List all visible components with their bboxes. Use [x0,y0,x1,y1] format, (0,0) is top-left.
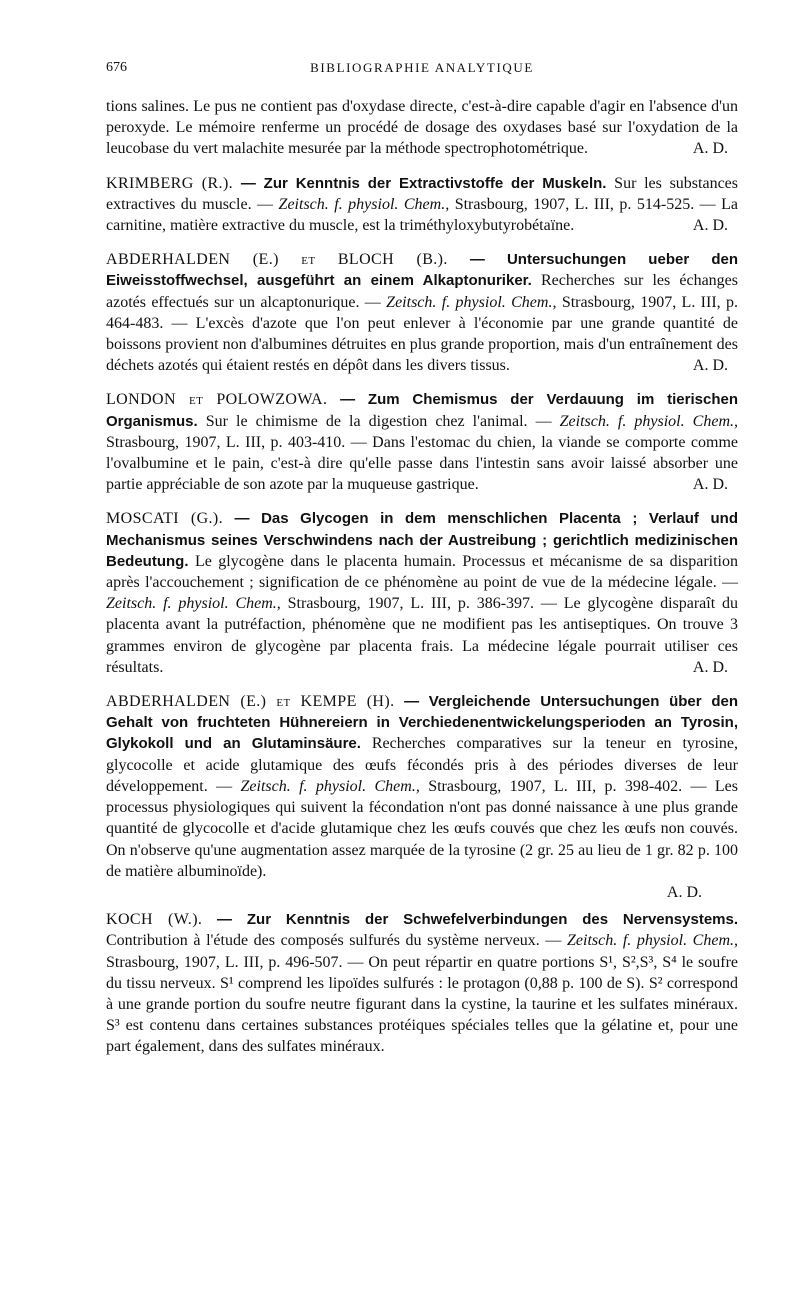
entry-journal: Zeitsch. f. physiol. Chem., [240,777,420,795]
entry-author: MOSCATI (G.). [106,510,224,528]
entry-abstract-continued: Strasbourg, 1907, L. III, p. 496-507. — On peut répartir en quatre portions S¹, S²,S³, S⁴ le soufre du tissu nerveux. S¹ comprend les lipoïdes sulfurés : le protagon (0,88 p. 100 de S). S² correspond à une grande portion du soufre neutre figurant dans la cystine, la taurine et les sulfates minéraux. S³ est contenu dans certaines substances protéiques spéciales telles que la gélatine et, pour une part également, dans des sulfates minéraux. [106,953,738,1056]
entry-journal: Zeitsch. f. physiol. Chem., [278,195,450,213]
entry-title: — Zur Kenntnis der Extractivstoffe der Muskeln. [240,174,607,192]
entry-abderhalden-bloch [106,249,738,376]
entry-abstract: Recherches sur les échanges azotés effectués sur un alcaptonurique. — [106,272,739,311]
entry-author: KOCH (W.). [106,911,203,929]
entry-title: — Untersuchungen ueber den Eiweisstoffwechsel, ausgeführt an einem Alkaptonuriker. [106,251,738,290]
entry-author: LONDON et POLOWZOWA. [106,391,328,409]
entry-abstract: Le glycogène dans le placenta humain. Processus et mécanisme de sa disparition après l'accouchement ; signification de ce phénomène au point de vue de la médecine légale. — [106,552,739,592]
entry-london-polowzowa [106,389,738,495]
entry-abstract: Sur les substances extractives du muscle. — [106,174,739,213]
page-body [106,96,738,1058]
entry-author: ABDERHALDEN (E.) et KEMPE (H). [106,693,395,711]
entry-signature: A. D. [666,883,702,901]
entry-journal: Zeitsch. f. physiol. Chem., [559,412,738,430]
page-header [106,60,738,80]
entry-abstract-continued: Strasbourg, 1907, L. III, p. 514-525. — La carnitine, matière extractive du muscle, est la triméthyloxybutyrobétaïne. [106,195,739,235]
entry-journal: Zeitsch. f. physiol. Chem., [106,595,281,613]
entry-krimberg [106,173,738,237]
entry-abstract: Contribution à l'étude des composés sulfurés du système nerveux. — [106,932,562,950]
entry-abstract-continued: Strasbourg, 1907, L. III, p. 403-410. — Dans l'estomac du chien, la viande se comporte comme l'ovalbumine et le pain, c'est-à dire qu'elle passe dans l'intestin sans avoir laissé absorber une partie appréciable de son azote par la muqueuse gastrique. [106,433,738,494]
entry-abstract: Recherches comparatives sur la teneur en tyrosine, glycocolle et acide glutamique des œufs fécondés pris à des périodes diverses de leur développement. — [106,735,738,795]
entry-koch [106,909,738,1057]
page-number: 676 [106,60,127,75]
entry-title: — Das Glycogen in dem menschlichen Placenta ; Verlauf und Mechanismus seines Verschwindens nach der Austreibung ; gerichtlich medizinischen Bedeutung. [106,510,738,570]
entry-signature: A. D. [692,476,728,494]
entry-title: — Zum Chemismus der Verdauung im tierischen Organismus. [106,391,738,430]
entry-signature: A. D. [692,357,728,375]
entry-abderhalden-kempe [106,691,738,882]
entry-signature: A. D. [692,140,728,158]
entry-journal: Zeitsch. f. physiol. Chem., [567,932,738,950]
entry-abstract-continued: Strasbourg, 1907, L. III, p. 398-402. — Les processus physiologiques qui suivent la fécondation n'ont pas donné naissance à une plus grande quantité de glycocolle et d'acide glutamique chez les œufs couvés que chez les œufs non couvés. On n'observe qu'une augmentation assez marquée de la tyrosine (2 gr. 25 au lieu de 1 gr. 82 p. 100 de matière albuminoïde). [106,777,739,880]
entry-moscati [106,508,738,678]
entry-signature: A. D. [692,658,728,676]
running-title: BIBLIOGRAPHIE ANALYTIQUE [310,60,534,75]
entry-author: KRIMBERG (R.). [106,174,234,192]
entry-title: — Vergleichende Untersuchungen über den Gehalt von fruchteten Hühnereiern in Verchiedenentwickelungsperioden an Tyrosin, Glykokoll und an Glutaminsäure. [106,693,738,753]
entry-signature: A. D. [692,217,728,235]
entry-title: — Zur Kenntnis der Schwefelverbindungen des Nervensystems. [217,911,739,929]
entry-abstract: Sur le chimisme de la digestion chez l'animal. — [205,412,552,430]
entry-author: ABDERHALDEN (E.) et BLOCH (B.). [106,251,448,269]
entry-abstract-continued: Strasbourg, 1907, L. III, p. 386-397. — Le glycogène disparaît du placenta avant la putréfaction, phénomène que ne modifient pas les antiseptiques. On trouve 3 grammes environ de glycogène par placenta frais. La médecine légale pourrait utiliser ces résultats. [106,595,739,676]
entry-abstract-continued: Strasbourg, 1907, L. III, p. 464-483. — L'excès d'azote que l'on peut enlever à l'économie par une grande quantité de boissons provient non d'albumines détruites en plus grande proportion, mais d'un entraînement des déchets azotés qui étaient restés en dépôt dans les divers tissus. [106,293,739,375]
entry-journal: Zeitsch. f. physiol. Chem., [386,293,557,311]
entry-continuation [106,96,738,160]
entry-text: tions salines. Le pus ne contient pas d'oxydase directe, c'est-à-dire capable d'agir en l'absence d'un peroxyde. Le mémoire renferme un procédé de dosage des oxydases basé sur l'oxydation de la leucobase du vert malachite mesurée par la méthode spectrophotométrique. [106,98,738,158]
